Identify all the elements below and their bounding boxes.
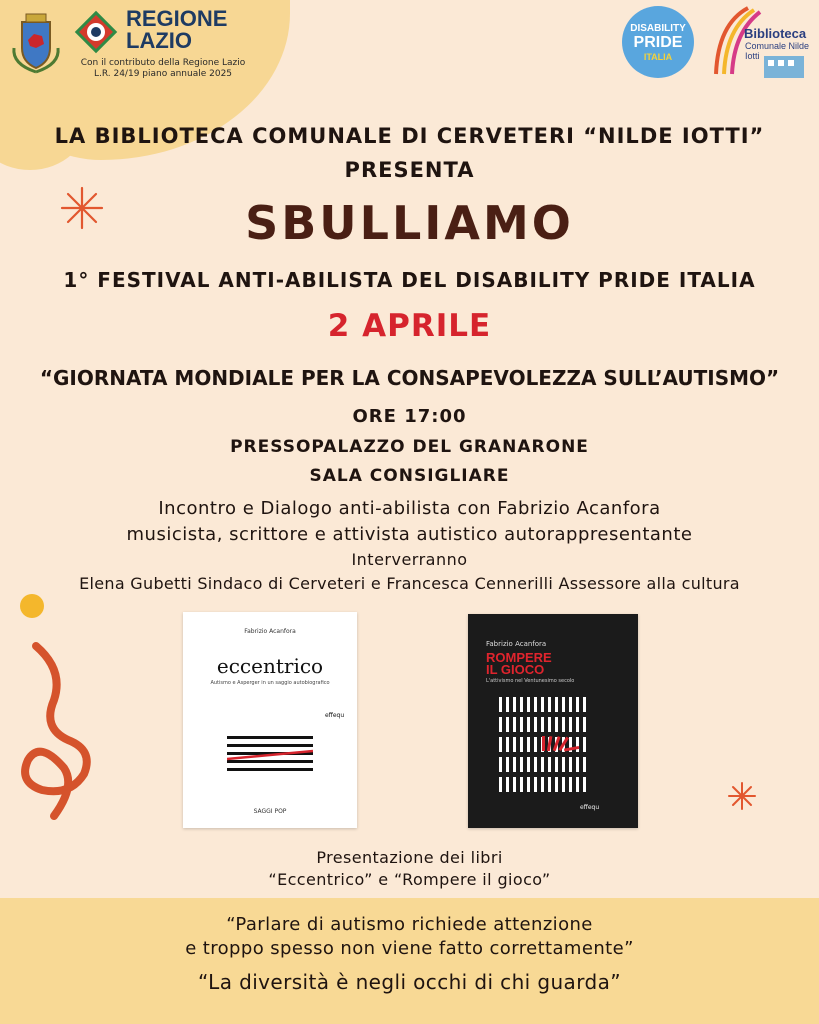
quote-diversity: “La diversità è negli occhi di chi guarda” <box>198 970 621 994</box>
biblioteca-name: Biblioteca <box>744 26 807 41</box>
event-intro: Incontro e Dialogo anti-abilista con Fabrizio Acanfora <box>158 498 661 519</box>
quote-line1: “Parlare di autismo richiede attenzione <box>226 914 593 935</box>
dpi-line2: PRIDE <box>633 34 683 51</box>
regione-lazio-name <box>126 8 227 52</box>
regione-line1: REGIONE <box>126 6 228 31</box>
regione-line2: LAZIO <box>126 28 192 53</box>
event-time: ORE 17:00 <box>352 406 467 427</box>
book-title: eccentrico <box>216 654 324 678</box>
speakers-label: Interverranno <box>351 550 468 569</box>
publisher-logo: effequ <box>325 712 345 719</box>
organizer-headline: LA BIBLIOTECA COMUNALE DI CERVETERI “NILDE IOTTI” <box>54 124 765 148</box>
event-place: PRESSOPALAZZO DEL GRANARONE <box>230 437 589 457</box>
speakers-list: Elena Gubetti Sindaco di Cerveteri e Francesca Cennerilli Assessore alla cultura <box>79 574 740 593</box>
disability-pride-logo <box>622 6 694 78</box>
event-title: SBULLIAMO <box>245 196 574 250</box>
book-subtitle: Autismo e Asperger in un saggio autobiografico <box>210 680 330 686</box>
regione-lazio-logo <box>74 10 118 54</box>
book-title <box>486 652 552 676</box>
presents-label: PRESENTA <box>344 158 475 182</box>
event-date: 2 APRILE <box>327 308 492 344</box>
books-titles: “Eccentrico” e “Rompere il gioco” <box>268 870 551 889</box>
awareness-day: “GIORNATA MONDIALE PER LA CONSAPEVOLEZZA SULL’AUTISMO” <box>39 366 780 390</box>
publisher-logo: effequ <box>580 804 600 811</box>
quote-line2: e troppo spesso non viene fatto correttamente” <box>185 938 634 959</box>
book-cover-rompere-il-gioco <box>468 614 638 828</box>
asterisk-icon <box>728 782 756 810</box>
stripes-graphic <box>227 736 313 776</box>
speaker-description: musicista, scrittore e attivista autistico autorappresentante <box>126 524 693 545</box>
regione-sub1: Con il contributo della Regione Lazio <box>80 58 246 68</box>
biblioteca-subtitle: Comunale Nilde Iotti <box>745 41 810 61</box>
book-subtitle: L'attivismo nel Ventunesimo secolo <box>486 678 575 684</box>
book-title-line2: IL GIOCO <box>486 662 545 677</box>
festival-name: 1° FESTIVAL ANTI-ABILISTA DEL DISABILITY PRIDE ITALIA <box>63 268 756 292</box>
comune-cerveteri-logo <box>8 8 64 76</box>
book-series: SAGGI POP <box>253 808 287 815</box>
book-author: Fabrizio Acanfora <box>244 628 296 635</box>
books-caption: Presentazione dei libri <box>316 848 503 867</box>
event-room: SALA CONSIGLIARE <box>309 466 510 486</box>
decor-dot <box>20 594 44 618</box>
regione-contributo <box>78 58 248 80</box>
dpi-line3: ITALIA <box>643 52 673 62</box>
book-cover-eccentrico <box>183 612 357 828</box>
regione-sub2: L.R. 24/19 piano annuale 2025 <box>93 69 233 79</box>
matchsticks-graphic <box>498 696 608 792</box>
dpi-line1: DISABILITY <box>630 23 686 34</box>
squiggle-decor <box>14 640 104 820</box>
book-author: Fabrizio Acanfora <box>486 640 547 648</box>
book-title-line1: ROMPERE <box>486 650 552 665</box>
